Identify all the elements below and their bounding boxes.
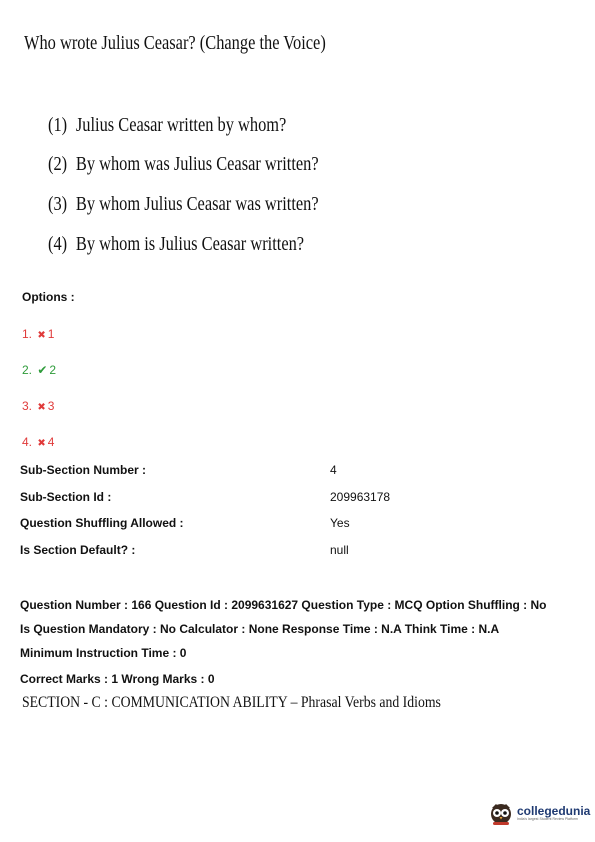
option-2 (22, 363, 56, 377)
option-prefix: 2. (22, 363, 33, 377)
meta-value-shuffling: Yes (330, 516, 350, 530)
options-heading: Options : (22, 290, 75, 304)
option-value: 2 (49, 363, 57, 377)
question-info-line: Minimum Instruction Time : 0 (20, 646, 187, 660)
choice-text: Julius Ceasar written by whom? (75, 114, 287, 136)
option-prefix: 1. (22, 327, 33, 341)
collegedunia-logo (488, 800, 590, 826)
cross-icon: ✖ (37, 438, 46, 449)
choice-number: (1) (48, 114, 68, 136)
choice-text: By whom is Julius Ceasar written? (75, 233, 305, 255)
choice-number: (4) (48, 233, 68, 255)
check-icon: ✔ (37, 363, 48, 377)
choice-number: (3) (48, 193, 68, 215)
choice-4 (48, 233, 304, 256)
option-value: 4 (47, 435, 55, 449)
section-title: SECTION - C : COMMUNICATION ABILITY – Phrasal Verbs and Idioms (22, 694, 441, 711)
choice-number: (2) (48, 153, 68, 175)
option-prefix: 3. (22, 399, 33, 413)
choice-text: By whom Julius Ceasar was written? (75, 193, 319, 215)
choice-2 (48, 153, 319, 176)
meta-label-subsection-number: Sub-Section Number : (20, 463, 147, 477)
question-text: Who wrote Julius Ceasar? (Change the Voice) (24, 32, 326, 54)
option-prefix: 4. (22, 435, 33, 449)
meta-label-section-default: Is Section Default? : (20, 543, 136, 557)
option-4 (22, 435, 54, 449)
meta-label-subsection-id: Sub-Section Id : (20, 490, 112, 504)
meta-value-subsection-number: 4 (330, 463, 337, 477)
cross-icon: ✖ (37, 330, 46, 341)
choice-text: By whom was Julius Ceasar written? (75, 153, 319, 175)
marks-info-line: Correct Marks : 1 Wrong Marks : 0 (20, 672, 215, 686)
cross-icon: ✖ (37, 402, 46, 413)
meta-value-section-default: null (330, 543, 349, 557)
question-info-line: Is Question Mandatory : No Calculator : None Response Time : N.A Think Time : N.A (20, 622, 500, 636)
owl-mascot-icon (488, 800, 514, 826)
brand-tagline: India's largest Student Review Platform (517, 816, 578, 821)
question-info-line: Question Number : 166 Question Id : 2099631627 Question Type : MCQ Option Shuffling : No (20, 598, 547, 612)
meta-value-subsection-id: 209963178 (330, 490, 391, 504)
choice-3 (48, 193, 319, 216)
choice-1 (48, 114, 286, 137)
option-value: 1 (47, 327, 55, 341)
option-3 (22, 399, 54, 413)
meta-label-shuffling: Question Shuffling Allowed : (20, 516, 184, 530)
brand-name: collegedunia (517, 803, 591, 818)
option-1 (22, 327, 54, 341)
option-value: 3 (47, 399, 55, 413)
